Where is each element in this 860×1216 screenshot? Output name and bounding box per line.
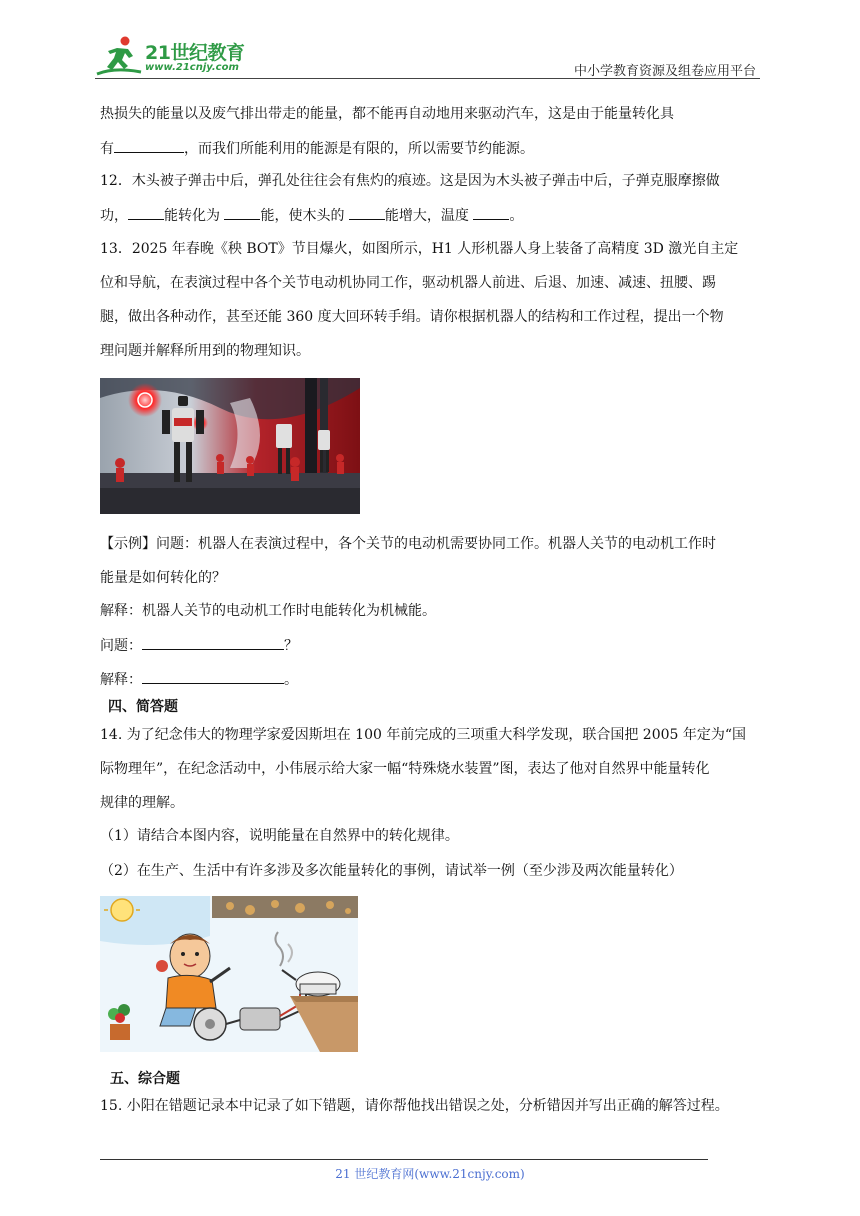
q14-line3: 规律的理解。 xyxy=(100,795,184,811)
q12-line2 xyxy=(100,205,523,226)
q13-example-line1: 【示例】问题：机器人在表演过程中，各个关节的电动机需要协同工作。机器人关节的电动机工作时 xyxy=(100,536,716,552)
q14-line1: 14. 为了纪念伟大的物理学家爱因斯坦在 100 年前完成的三项重大科学发现，联合国把 2005 年定为“国 xyxy=(100,727,747,743)
q14-sub1: （1）请结合本图内容，说明能量在自然界中的转化规律。 xyxy=(100,828,459,844)
q12-text: 能，使木头的 xyxy=(260,208,345,224)
page-header xyxy=(95,34,760,80)
footer-divider xyxy=(100,1159,708,1160)
q12-text: 功， xyxy=(100,208,128,224)
q13-line3: 腿，做出各种动作，甚至还能 360 度大回环转手绢。请你根据机器人的结构和工作过程，提出一个物 xyxy=(100,309,724,325)
answer-blank[interactable] xyxy=(473,205,509,220)
answer-blank[interactable] xyxy=(128,205,164,220)
answer-blank[interactable] xyxy=(349,205,385,220)
q12-text: 。 xyxy=(509,208,524,224)
question-blank[interactable] xyxy=(142,635,284,650)
q13-line1: 13．2025 年春晚《秧 BOT》节目爆火，如图所示，H1 人形机器人身上装备了高精度 3D 激光自主定 xyxy=(100,241,739,257)
q12-text: 能增大，温度 xyxy=(384,208,469,224)
q13-answer-line xyxy=(100,669,298,690)
water-boiling-device-image xyxy=(100,896,358,1052)
runner-icon xyxy=(95,34,145,78)
footer-link[interactable]: 21 世纪教育网(www.21cnjy.com) xyxy=(335,1167,525,1181)
q14-line2: 际物理年”，在纪念活动中，小伟展示给大家一幅“特殊烧水装置”图，表达了他对自然界中能量转化 xyxy=(100,761,710,777)
q13-line4: 理问题并解释所用到的物理知识。 xyxy=(100,343,310,359)
logo-url: www.21cnjy.com xyxy=(145,62,239,73)
q12-line1: 12．木头被子弹击中后，弹孔处往往会有焦灼的痕迹。这是因为木头被子弹击中后，子弹克服摩擦做 xyxy=(100,173,720,189)
robot-performance-image xyxy=(100,378,360,514)
q11-text: 有 xyxy=(100,141,114,157)
section-title-4: 四、简答题 xyxy=(108,699,178,715)
q13-question-line xyxy=(100,635,298,656)
q11-line1: 热损失的能量以及废气排出带走的能量，都不能再自动地用来驱动汽车，这是由于能量转化具 xyxy=(100,106,674,122)
answer-end: 。 xyxy=(284,672,298,688)
q13-example-line3: 解释：机器人关节的电动机工作时电能转化为机械能。 xyxy=(100,603,436,619)
q15-line1: 15. 小阳在错题记录本中记录了如下错题，请你帮他找出错误之处，分析错因并写出正确的解答过程。 xyxy=(100,1098,729,1114)
q11-line2 xyxy=(100,138,534,159)
answer-label: 解释： xyxy=(100,672,142,688)
platform-name: 中小学教育资源及组卷应用平台 xyxy=(573,64,756,79)
q12-text: 能转化为 xyxy=(164,208,220,224)
q14-sub2: （2）在生产、生活中有许多涉及多次能量转化的事例，请试举一例（至少涉及两次能量转化） xyxy=(100,863,683,879)
logo-text: 21世纪教育 xyxy=(145,42,245,64)
site-logo[interactable] xyxy=(95,34,260,78)
question-end: ？ xyxy=(284,638,298,654)
answer-blank[interactable] xyxy=(224,205,260,220)
q11-text: ，而我们所能利用的能源是有限的，所以需要节约能源。 xyxy=(184,141,534,157)
answer-blank[interactable] xyxy=(114,138,184,153)
q13-example-line2: 能量是如何转化的？ xyxy=(100,570,226,586)
header-divider xyxy=(95,78,760,79)
section-title-5: 五、综合题 xyxy=(110,1071,180,1087)
q13-line2: 位和导航，在表演过程中各个关节电动机协同工作，驱动机器人前进、后退、加速、减速、扭腰、踢 xyxy=(100,275,716,291)
question-label: 问题： xyxy=(100,638,142,654)
answer-blank[interactable] xyxy=(142,669,284,684)
